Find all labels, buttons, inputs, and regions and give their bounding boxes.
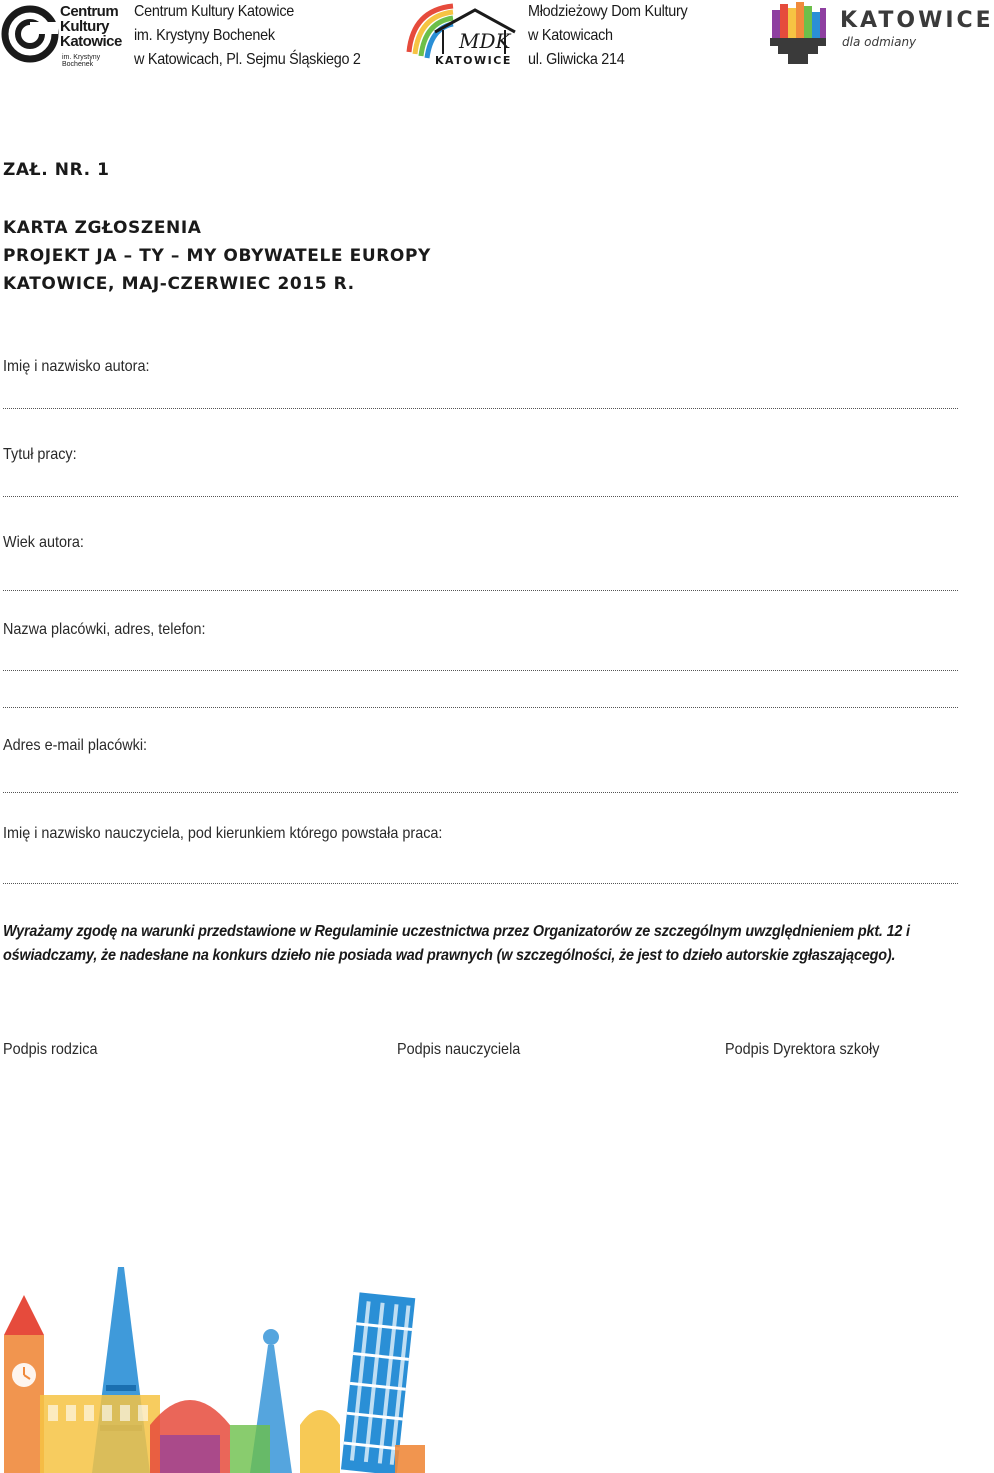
field-line-author-age[interactable] <box>3 590 958 591</box>
katowice-logo <box>770 2 994 66</box>
consent-statement: Wyrażamy zgodę na warunki przedstawione w Regulaminie uczestnictwa przez Organizatorów ze szczególnym uwzględnieniem pkt. 12 i oświadczamy, że nadesłane na konkurs dzieło nie posiada wad prawnych (w szczególności, że jest to dzieło autorskie zgłaszającego). <box>3 923 910 964</box>
signature-director: Podpis Dyrektora szkoły <box>725 1041 880 1058</box>
ckk-logo <box>2 2 127 66</box>
attachment-number: ZAŁ. NR. 1 <box>3 160 110 180</box>
mdk-logo <box>405 2 520 68</box>
orange-building-icon <box>395 1445 425 1473</box>
cathedral-dome-icon <box>150 1400 230 1473</box>
field-label-work-title: Tytuł pracy: <box>3 446 77 463</box>
katowice-tagline: dla odmiany <box>842 35 917 49</box>
field-line-author-name[interactable] <box>3 408 958 409</box>
mdk-address: Młodzieżowy Dom Kultury w Katowicach ul. Gliwicka 214 <box>528 3 688 68</box>
field-line-institution-email[interactable] <box>3 792 958 793</box>
katowice-wordmark: KATOWICE <box>840 8 994 33</box>
ckk-logo-sub: im. Krystyny Bochenek <box>62 54 101 68</box>
ckk-swirl-icon <box>2 2 58 66</box>
field-label-teacher-name: Imię i nazwisko nauczyciela, pod kierunkiem którego powstała praca: <box>3 825 443 842</box>
europe-skyline-illustration <box>0 1255 430 1473</box>
mdk-house-icon <box>405 2 520 68</box>
signature-teacher: Podpis nauczyciela <box>397 1041 521 1058</box>
field-label-author-age: Wiek autora: <box>3 534 84 551</box>
katowice-pixel-icon <box>770 2 830 66</box>
project-date: KATOWICE, MAJ-CZERWIEC 2015 R. <box>3 274 355 294</box>
yellow-dome-icon <box>300 1410 340 1473</box>
ckk-address: Centrum Kultury Katowice im. Krystyny Bochenek w Katowicach, Pl. Sejmu Śląskiego 2 <box>134 3 361 68</box>
field-line-work-title[interactable] <box>3 496 958 497</box>
svg-text:KATOWICE: KATOWICE <box>435 54 512 67</box>
project-title: PROJEKT JA – TY – MY OBYWATELE EUROPY <box>3 246 431 266</box>
signature-parent: Podpis rodzica <box>3 1041 98 1058</box>
ckk-logo-wordmark: Centrum Kultury Katowice <box>60 3 122 50</box>
field-line-teacher-name[interactable] <box>3 883 958 884</box>
colosseum-icon <box>40 1395 160 1473</box>
field-label-institution: Nazwa placówki, adres, telefon: <box>3 621 206 638</box>
green-building-icon <box>230 1425 270 1473</box>
form-title: KARTA ZGŁOSZENIA <box>3 218 202 238</box>
field-line-institution-1[interactable] <box>3 670 958 671</box>
field-label-author-name: Imię i nazwisko autora: <box>3 358 150 375</box>
field-line-institution-2[interactable] <box>3 707 958 708</box>
svg-text:MDK: MDK <box>459 29 511 53</box>
big-ben-icon <box>4 1295 44 1473</box>
field-label-institution-email: Adres e-mail placówki: <box>3 737 148 754</box>
